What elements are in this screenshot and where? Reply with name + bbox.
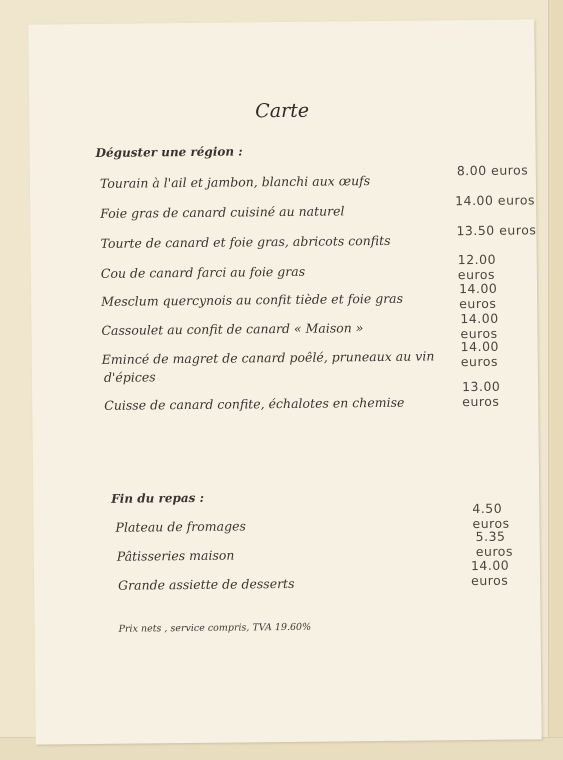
menu-item-price: 4.50 euros bbox=[472, 500, 510, 532]
menu-item-price: 5.35 euros bbox=[475, 528, 514, 560]
menu-item-continuation: d'épices bbox=[103, 369, 156, 385]
section-heading-dessert: Fin du repas : bbox=[111, 490, 205, 506]
menu-item-price: 14.00 euros bbox=[458, 280, 498, 312]
menu-item-price: 14.00 euros bbox=[470, 557, 510, 589]
section-heading-region: Déguster une région : bbox=[95, 144, 243, 160]
menu-item: Emincé de magret de canard poêlé, pruneaux au vin bbox=[101, 348, 435, 367]
menu-title: Carte bbox=[255, 99, 310, 123]
menu-item: Mesclum quercynois au confit tiède et foie gras bbox=[101, 290, 404, 309]
price-note: Prix nets , service compris, TVA 19.60% bbox=[118, 621, 312, 635]
menu-sheet bbox=[28, 19, 542, 744]
menu-item-price: 14.00 euros bbox=[455, 192, 536, 209]
menu-item-price: 13.50 euros bbox=[456, 222, 537, 239]
menu-item: Grande assiette de desserts bbox=[118, 575, 295, 593]
menu-item-price: 13.00 euros bbox=[461, 378, 501, 410]
menu-item-price: 12.00 euros bbox=[457, 251, 497, 283]
menu-item: Pâtisseries maison bbox=[116, 547, 235, 564]
menu-item: Tourte de canard et foie gras, abricots confits bbox=[100, 232, 391, 251]
menu-item-price: 14.00 euros bbox=[460, 310, 499, 342]
menu-item: Foie gras de canard cuisiné au naturel bbox=[100, 203, 345, 221]
menu-item: Cuisse de canard confite, échalotes en chemise bbox=[104, 394, 405, 413]
menu-item: Tourain à l'ail et jambon, blanchi aux œufs bbox=[99, 173, 371, 191]
folder-edge bbox=[548, 0, 563, 760]
menu-item-price: 14.00 euros bbox=[460, 338, 500, 370]
menu-item: Plateau de fromages bbox=[115, 518, 246, 535]
menu-item-price: 8.00 euros bbox=[456, 162, 529, 179]
menu-item: Cassoulet au confit de canard « Maison » bbox=[101, 320, 364, 338]
menu-item: Cou de canard farci au foie gras bbox=[100, 263, 306, 281]
